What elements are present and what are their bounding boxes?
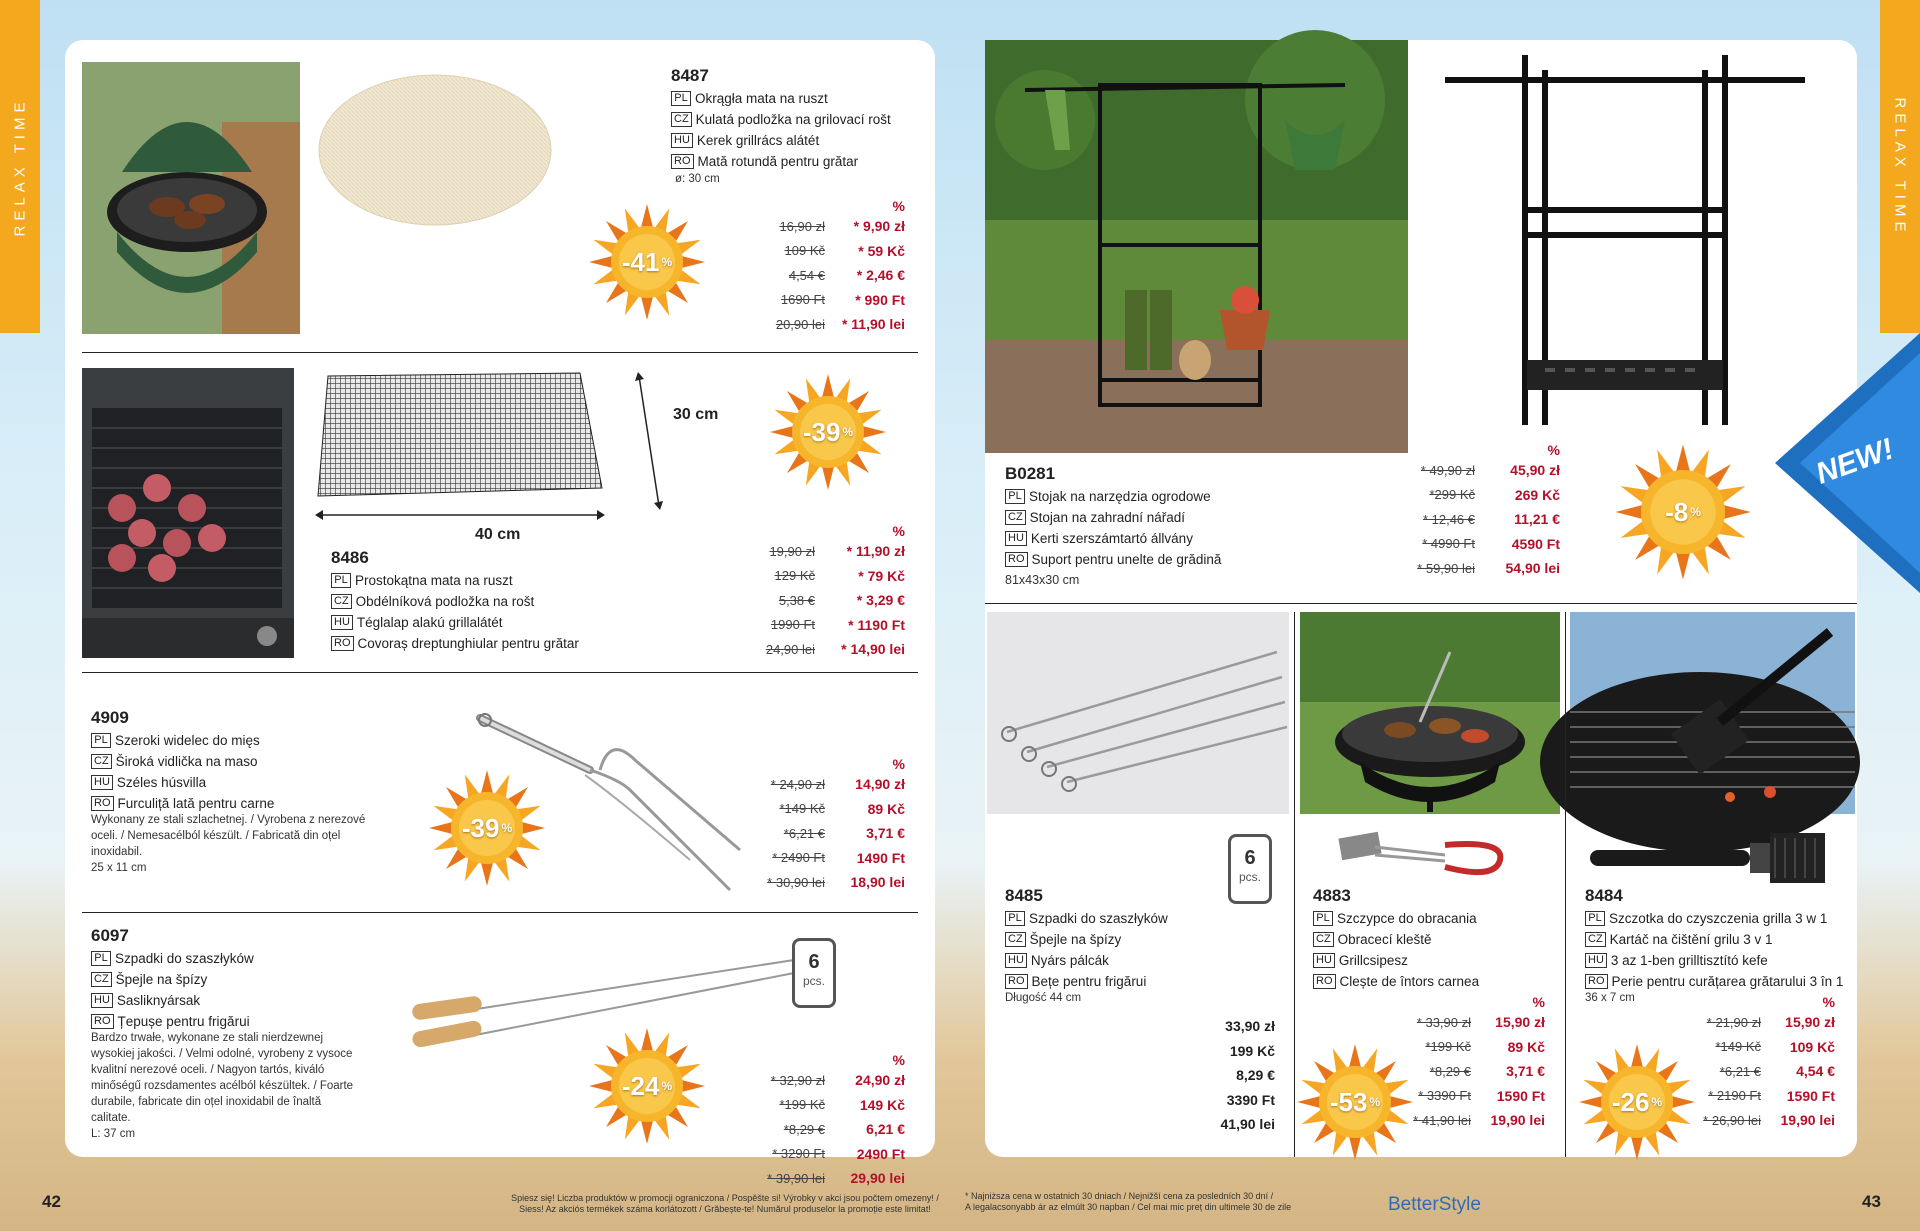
discount-sun-4883: -53 %: [1295, 1042, 1415, 1162]
garden-rack-image: [1435, 40, 1815, 440]
divider: [82, 672, 918, 673]
product-names-8484: PL Szczotka do czyszczenia grilla 3 w 1 CZ Kartáč na čištění grilu 3 v 1 HU 3 az 1-ben grilltisztító kefe RO Perie pentru curățarea grătarului 3 în 1: [1585, 908, 1843, 992]
product-size-8485: Długość 44 cm: [1005, 992, 1082, 1004]
discount-sun-4909: -39 %: [427, 768, 547, 888]
product-size-B0281: 81x43x30 cm: [1005, 573, 1080, 587]
price-table-8487: % 16,90 zł * 9,90 zł 109 Kč * 59 Kč 4,54 € * 2,46 € 1690 Ft * 990 Ft 20,90 lei * 11,90 lei: [775, 198, 905, 333]
dimension-arrow-width: [315, 508, 605, 522]
product-code-6097: 6097: [91, 926, 129, 945]
relax-time-tab-left: RELAX TIME: [0, 0, 40, 333]
price-table-8485: 33,90 zł 199 Kč 8,29 € 3390 Ft 41,90 lei: [1220, 1018, 1275, 1133]
divider: [985, 603, 1857, 604]
page-number-right: 43: [1862, 1192, 1881, 1211]
divider: [82, 912, 918, 913]
limited-stock-notice: Spiesz się! Liczba produktów w promocji ograniczona / Pospěšte si! Výrobky v akci jsou počtem omezeny! / Siess! Az akciós termékek száma korlátozott / Grăbește-te! Numărul produselor la promoție este limitat!: [511, 1193, 939, 1214]
discount-sun-8486: -39 %: [768, 372, 888, 492]
grill-brush-photo-8484: [1570, 612, 1855, 814]
product-desc-6097: Bardzo trwałe, wykonane ze stali nierdzewnej wysokiej jakości. / Velmi odolné, vyrobeny z vysoce kvalitní nerezové oceli. / Nagyon tartós, kiváló minőségű rozsdamentes acélból készültek. / Foarte durabile, fabricate din oțel inoxidabil de înaltă calitate. L: 37 cm: [91, 1032, 354, 1140]
right-page-card: [985, 40, 1857, 1157]
relax-time-tab-right: RELAX TIME: [1880, 0, 1920, 333]
dimension-width-label: 40 cm: [475, 526, 521, 543]
page-number-left: 42: [42, 1192, 61, 1211]
price-table-4883: % * 33,90 zł 15,90 zł *199 Kč 89 Kč *8,29 € 3,71 € * 3390 Ft 1590 Ft * 41,90 lei 19,90 lei: [1413, 994, 1545, 1129]
product-size-8487: ø: 30 cm: [675, 173, 720, 185]
price-table-8484: % * 21,90 zł 15,90 zł *149 Kč 109 Kč *6,21 € 4,54 € * 2190 Ft 1590 Ft * 26,90 lei 19,90 lei: [1703, 994, 1835, 1129]
price-table-6097: % * 32,90 zł 24,90 zł *199 Kč 149 Kč *8,29 € 6,21 € * 3290 Ft 2490 Ft * 39,90 lei 29,90 lei: [767, 1052, 905, 1187]
product-code-4909: 4909: [91, 708, 129, 727]
product-names-4883: PL Szczypce do obracania CZ Obracecí kleště HU Grillcsipesz RO Clește de întors carnea: [1313, 908, 1479, 992]
price-table-B0281: % * 49,90 zł 45,90 zł *299 Kč 269 Kč * 12,46 € 11,21 € * 4990 Ft 4590 Ft * 59,90 lei 54,90 lei: [1417, 442, 1560, 577]
rect-mat-image: [310, 368, 610, 518]
skewers-photo-8485: [987, 612, 1289, 814]
betterstyle-logo: BetterStyle: [1388, 1194, 1481, 1215]
discount-sun-8487: -41 %: [587, 202, 707, 322]
product-code-8487: 8487: [671, 66, 709, 85]
product-code-8484: 8484: [1585, 886, 1623, 905]
kamado-grill-icon: [82, 62, 300, 334]
divider: [82, 352, 918, 353]
lowest-price-notice: * Najniższa cena w ostatnich 30 dniach / Nejnižší cena za posledních 30 dní / A legalacsonyabb ár az elmúlt 30 napban / Cel mai mic preț din ultimele 30 de zile: [965, 1191, 1292, 1212]
dimension-height-label: 30 cm: [673, 406, 719, 423]
price-table-8486: % 19,90 zł * 11,90 zł 129 Kč * 79 Kč 5,38 € * 3,29 € 1990 Ft * 1190 Ft 24,90 lei * 14,90 lei: [765, 523, 905, 658]
product-code-8485: 8485: [1005, 886, 1043, 905]
discount-sun-6097: -24 %: [587, 1026, 707, 1146]
product-names-8487: PL Okrągła mata na ruszt CZ Kulatá podložka na grilovací rošt HU Kerek grillrács alátét RO Mată rotundă pentru grătar: [671, 88, 891, 172]
grill-photo-8486: [82, 368, 294, 658]
discount-sun-8484: -26 %: [1577, 1042, 1697, 1162]
product-names-4909: PL Szeroki widelec do mięs CZ Široká vidlička na maso HU Széles húsvilla RO Furculiță lată pentru carne: [91, 730, 274, 814]
price-table-4909: % * 24,90 zł 14,90 zł *149 Kč 89 Kč *6,21 € 3,71 € * 2490 Ft 1490 Ft * 30,90 lei 18,90 lei: [767, 756, 905, 891]
dimension-arrow-height: [635, 372, 665, 512]
product-code-4883: 4883: [1313, 886, 1351, 905]
product-names-B0281: PL Stojak na narzędzia ogrodowe CZ Stojan na zahradní nářadí HU Kerti szerszámtartó állvány RO Suport pentru unelte de grădină: [1005, 486, 1221, 570]
product-desc-4909: Wykonany ze stali szlachetnej. / Vyrobena z nerezové oceli. / Nemesacélból készült. / Fabricată din oțel inoxidabil. 25 x 11 cm: [91, 814, 366, 874]
grill-photo-8487: [82, 62, 300, 334]
grill-brush-image: [1585, 828, 1835, 888]
left-page-card: [65, 40, 935, 1187]
product-names-8486: PL Prostokątna mata na ruszt CZ Obdélníková podložka na rošt HU Téglalap alakú grillalátét RO Covoraș dreptunghiular pentru grătar: [331, 570, 579, 654]
product-code-8486: 8486: [331, 548, 369, 567]
product-size-8484: 36 x 7 cm: [1585, 992, 1635, 1004]
meat-fork-image: [470, 700, 750, 910]
tongs-image: [1335, 825, 1515, 885]
pcs-badge-6097: 6 pcs.: [792, 938, 836, 1008]
product-names-8485: PL Szpadki do szaszłyków CZ Špejle na špízy HU Nyárs pálcák RO Bețe pentru frigărui: [1005, 908, 1168, 992]
product-names-6097: PL Szpadki do szaszłyków CZ Špejle na špízy HU Sasliknyársak RO Țepușe pentru frigărui: [91, 948, 254, 1032]
new-badge: NEW!: [1775, 333, 1920, 593]
discount-sun-B0281: -8 %: [1613, 442, 1753, 582]
grill-photo-4883: [1300, 612, 1560, 814]
product-code-B0281: B0281: [1005, 464, 1056, 483]
garden-photo-B0281: [985, 40, 1408, 453]
pcs-badge-8485: 6 pcs.: [1228, 834, 1272, 904]
round-mat-image: [315, 70, 555, 230]
divider: [1565, 612, 1566, 1157]
